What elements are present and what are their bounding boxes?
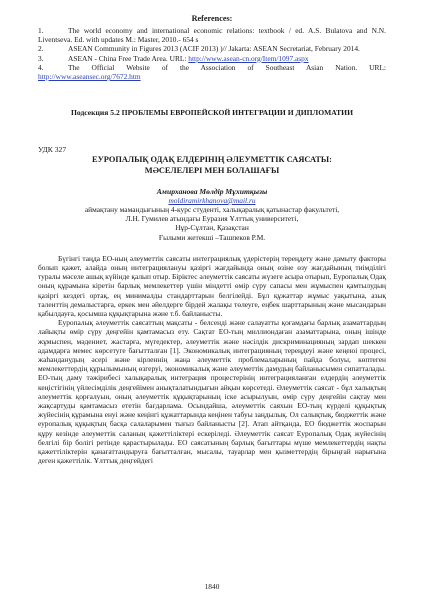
reference-item (38, 26, 386, 44)
references-heading: References: (191, 14, 233, 23)
author-email-link[interactable]: moldiramirkhanova@mail.ru (168, 195, 256, 205)
reference-text: ASEAN - China Free Trade Area. URL: (68, 53, 189, 63)
author-name: Амирханова Мөлдір Мұхитқызы (156, 186, 268, 196)
article-title (38, 155, 386, 176)
body-paragraph: Бүгінгі таңда ЕО-ның әлеуметтік саясаты интеграциялық үдерістерің тереңдету және дамыту факторы болып қажет, алайда оның интеграциялануы қазіргі жағдайында оның өзіне өзу жағдайының тиімділігі туралы мәселе ашық күйінде қалып отыр. Біріктес әлеуметтік саясаты жүзеге асыра отырып, Еуропалық Одақ оның құрамына кіретін барлық мемлекеттер үшін міндетті өмір сүру сапасы мен жұмыспен қамтылудың қазіргі кездегі ортақ, ең минималды стандарттарын белгілейді. Бұл құжаттар жұмыс уақытына, азық таленттің демалыстарға, еркек мен әйелдерге бірдей жалақы төлеуге, еңбек шарттарының және мысандарын қабылдауға, қосымша құқықтарына және т.б. байланысты. (38, 253, 386, 319)
reference-text: The Official Website of the Association of Southeast Asian Nation. URL: (68, 62, 386, 72)
reference-link[interactable]: http://www.asean-cn.org/Item/1097.aspx (188, 53, 309, 63)
reference-item (38, 44, 386, 53)
page-number: 1840 (204, 582, 220, 591)
udk-code: УДК 327 (38, 145, 67, 155)
reference-number: 3. (38, 53, 44, 63)
author-email (38, 196, 386, 205)
body-paragraph: Еуропалық әлеуметтік саясаттың мақсаты - белсенді және салауатты қоғамдағы барлық азаматтардың лайықты өмір сүру деңгейін қамтамасыз ету. Сақтат ЕО-тың миллиондаған азаматтарына, оның ішінде жұмыспен, мәдениет, жастарға, мүгедектер, әлеуметтік және нәсілдік дискриминацияның зардап шеккен адамдарға мемес көрсетуге бағытталған [1]. Экономикалық интеграцияның тереңдеуі және кеңеюі процесі, жаһанданудың әсері және кірленнің жаңа әлеуметтік проблемаларының пайда болуы, көптеген мемлекеттердің құрылымының өзгеруі, экономикалық және әлеуметтік дамудың байланысымен сипатталады. ЕО-тың даму тәжірибесі халықаралық интеграция процестерінің интеграцияланған елдердің әлеуметтік кеңістігінің үйлесімділік деңгейімен анықталатындығын айқын көрсетеді. Әлеуметтік саясат - бұл халықтың әлеуметтік қорғалуын, оның әлеуметтік құқықтарының іске асырылуын, өмір сүру деңгейін сақтау мен жақсартуды қамтамасыз ететін бағдарлама. Осындайша, әлеуметтік саяхын ЕО-тың күрделі құқықтық жүйесінің құрамына енуі және кеңінгі құжаттарында кеңінен табуы заңдылық. Ол салықтық, бюджеттік және еуропалық құқықтың басқа салаларымен тығыз байланысты [2]. Атап айтқанда, ЕО бюджеттік жоспарын құру кезінде әлеуметтік саланың қажеттіліктері ескеріледі. Әлеуметтік саясат Еуропалық Одақ жүйесінің белгілі бір болігі ретінде қарастырылады. ЕО саясатының барлық бағыттары мүше мемлекеттердің нақты қажеттіліктерін қанағаттандыруға бағытталған, мысалы, тауарлар мен қызметтердің бірыңғай нарығына деген қажеттілік. Ұлттық деңгейдегі (38, 318, 386, 466)
reference-link[interactable]: http://www.aseansec.org/7672.htm (38, 72, 141, 82)
reference-text: The world economy and international economic relations: textbook / ed. A.S. Bulatova and N.N. Liventseva. Ed. with updates M.: Master, 2010.- 654 s (38, 26, 386, 45)
author-university: Л.Н. Гумилев атындағы Еуразия Ұлттық университеті, (125, 214, 299, 224)
article-title-line: МӘСЕЛЕЛЕРІ МЕН БОЛАШАҒЫ (144, 166, 280, 176)
reference-number: 4. (38, 62, 44, 72)
references-section (38, 14, 386, 81)
section-heading: Подсекция 5.2 ПРОБЛЕМЫ ЕВРОПЕЙСКОЙ ИНТЕГРАЦИИ И ДИПЛОМАТИИ (70, 108, 353, 118)
author-supervisor: Ғылыми жетекші –Ташпеков Р.М. (158, 232, 266, 242)
reference-number: 1. (38, 26, 44, 35)
author-affiliation: аймақтану мамандығының 4-курс студенті, халықаралық қатынастар факультеті, (84, 205, 340, 215)
author-block (38, 187, 386, 242)
reference-item (38, 63, 386, 81)
article-body (38, 254, 386, 466)
reference-number: 2. (38, 44, 44, 54)
reference-item (38, 54, 386, 63)
article-title-line: ЕУРОПАЛЫҚ ОДАҚ ЕЛДЕРІНІҢ ӘЛЕУМЕТТІК САЯСАТЫ: (92, 155, 332, 165)
reference-text: ASEAN Community in Figures 2013 (ACIF 2013) )// Jakarta: ASEAN Secretariat, February 2014. (68, 44, 360, 54)
author-city: Нұр-Сұлтан, Қазақстан (175, 223, 249, 233)
